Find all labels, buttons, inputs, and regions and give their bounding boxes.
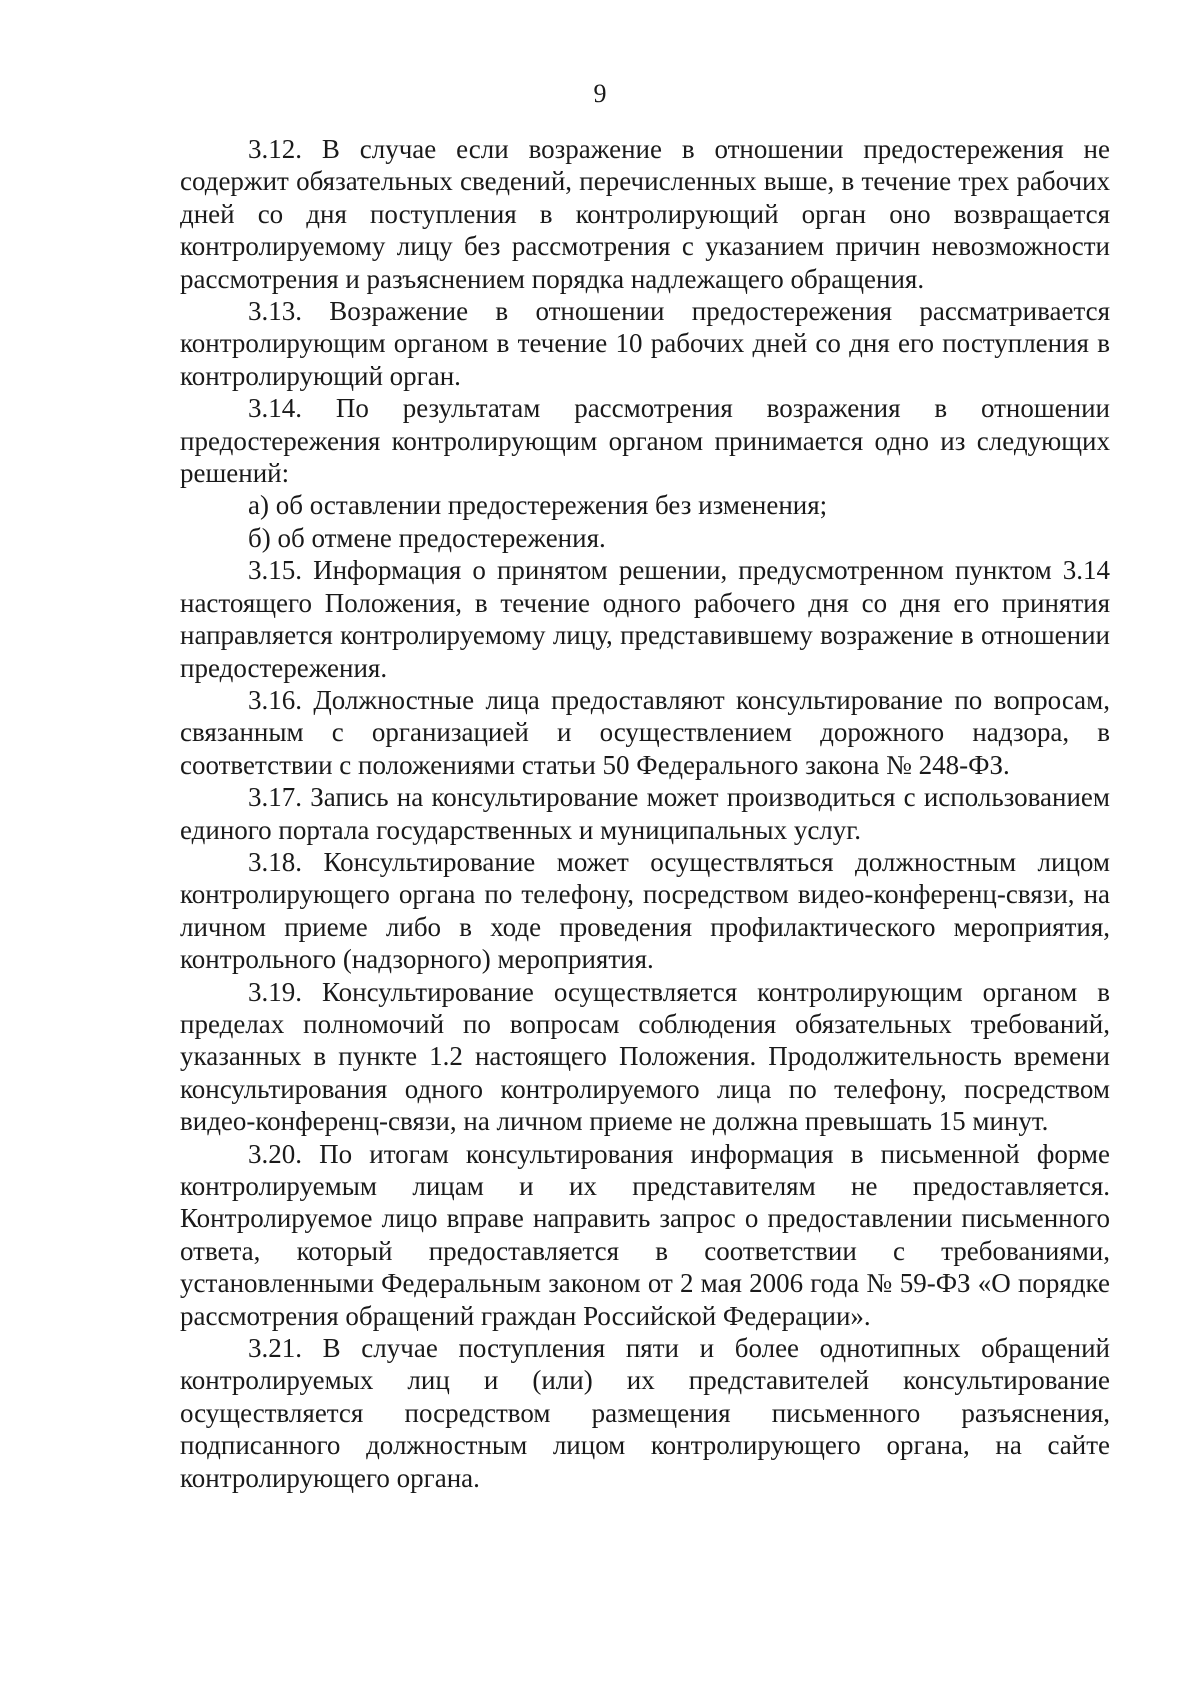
paragraph-3-13: 3.13. Возражение в отношении предостережения рассматривается контролирующим органом в течение 10 рабочих дней со дня его поступления в контролирующий орган. <box>180 296 1110 391</box>
paragraph-3-15: 3.15. Информация о принятом решении, предусмотренном пунктом 3.14 настоящего Положения, в течение одного рабочего дня со дня его принятия направляется контролируемому лицу, представившему возражение в отношении предостережения. <box>180 555 1110 683</box>
paragraph-3-21: 3.21. В случае поступления пяти и более однотипных обращений контролируемых лиц и (или) их представителей консультирование осуществляется посредством размещения письменного разъяснения, подписанного должностным лицом контролирующего органа, на сайте контролирующего органа. <box>180 1333 1110 1493</box>
list-item-a: а) об оставлении предостережения без изменения; <box>248 490 828 521</box>
paragraph-3-20: 3.20. По итогам консультирования информация в письменной форме контролируемым лицам и их представителям не предоставляется. Контролируемое лицо вправе направить запрос о предоставлении письменного ответа, который предоставляется в соответствии с требованиями, установленными Федеральным законом от 2 мая 2006 года № 59-ФЗ «О порядке рассмотрения обращений граждан Российской Федерации». <box>180 1138 1110 1331</box>
paragraph-3-19: 3.19. Консультирование осуществляется контролирующим органом в пределах полномочий по вопросам соблюдения обязательных требований, указанных в пункте 1.2 настоящего Положения. Продолжительность времени консультирования одного контролируемого лица по телефону, посредством видео-конференц-связи, на личном приеме не должна превышать 15 минут. <box>180 976 1110 1137</box>
paragraph-3-16: 3.16. Должностные лица предоставляют консультирование по вопросам, связанным с организацией и осуществлением дорожного надзора, в соответствии с положениями статьи 50 Федерального закона № 248-ФЗ. <box>180 684 1110 780</box>
list-item-b: б) об отмене предостережения. <box>248 522 606 553</box>
paragraph-3-17: 3.17. Запись на консультирование может производиться с использованием единого портала государственных и муниципальных услуг. <box>180 782 1110 845</box>
document-body <box>180 133 1110 1494</box>
page-number: 9 <box>593 79 607 108</box>
paragraph-3-18: 3.18. Консультирование может осуществляться должностным лицом контролирующего органа по телефону, посредством видео-конференц-связи, на личном приеме либо в ходе проведения профилактического мероприятия, контрольного (надзорного) мероприятия. <box>180 846 1110 975</box>
paragraph-3-12: 3.12. В случае если возражение в отношении предостережения не содержит обязательных сведений, перечисленных выше, в течение трех рабочих дней со дня поступления в контролирующий орган оно возвращается контролируемому лицу без рассмотрения с указанием причин невозможности рассмотрения и разъяснением порядка надлежащего обращения. <box>180 134 1110 294</box>
paragraph-3-14: 3.14. По результатам рассмотрения возражения в отношении предостережения контролирующим органом принимается одно из следующих решений: <box>180 393 1110 489</box>
